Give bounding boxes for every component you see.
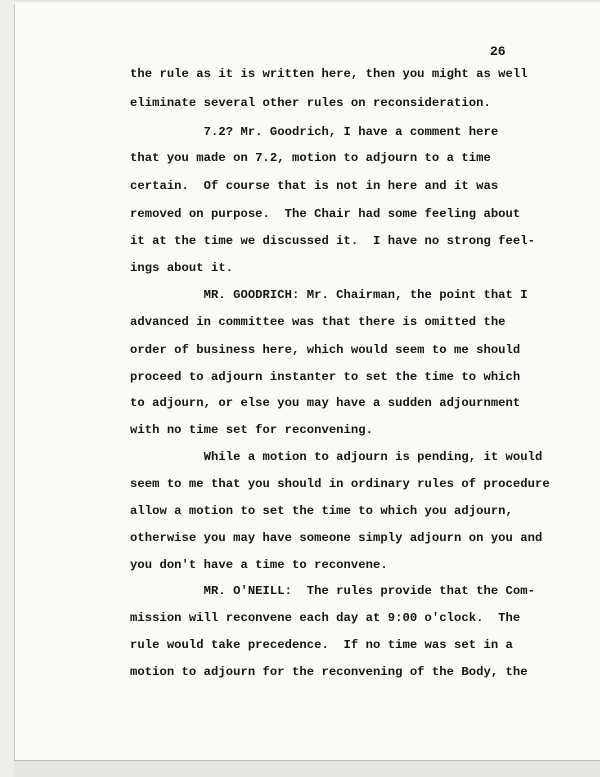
text-line-15: While a motion to adjourn is pending, it would [130, 450, 543, 464]
text-line-20: MR. O'NEILL: The rules provide that the Com- [130, 584, 536, 598]
text-line-6: removed on purpose. The Chair had some feeling about [130, 207, 521, 221]
text-line-14: with no time set for reconvening. [130, 423, 374, 437]
text-line-9: MR. GOODRICH: Mr. Chairman, the point that I [130, 288, 528, 302]
text-line-12: proceed to adjourn instanter to set the time to which [130, 370, 521, 384]
text-line-19: you don't have a time to reconvene. [130, 558, 388, 572]
text-line-21: mission will reconvene each day at 9:00 o'clock. The [130, 611, 521, 625]
text-line-10: advanced in committee was that there is omitted the [130, 315, 506, 329]
page-bottom-edge [14, 760, 600, 777]
page-number: 26 [490, 44, 506, 59]
page-top-edge [14, 0, 600, 4]
text-line-8: ings about it. [130, 261, 234, 275]
text-line-11: order of business here, which would seem to me should [130, 343, 521, 357]
text-line-22: rule would take precedence. If no time was set in a [130, 638, 513, 652]
text-line-2: eliminate several other rules on reconsideration. [130, 96, 491, 110]
text-line-4: that you made on 7.2, motion to adjourn to a time [130, 151, 491, 165]
text-line-3: 7.2? Mr. Goodrich, I have a comment here [130, 125, 499, 139]
text-line-16: seem to me that you should in ordinary rules of procedure [130, 477, 550, 491]
text-line-5: certain. Of course that is not in here and it was [130, 179, 499, 193]
text-line-18: otherwise you may have someone simply adjourn on you and [130, 531, 543, 545]
text-line-1: the rule as it is written here, then you might as well [130, 67, 528, 81]
text-line-23: motion to adjourn for the reconvening of the Body, the [130, 665, 528, 679]
text-line-13: to adjourn, or else you may have a sudden adjournment [130, 396, 521, 410]
text-line-17: allow a motion to set the time to which you adjourn, [130, 504, 513, 518]
text-line-7: it at the time we discussed it. I have no strong feel- [130, 234, 536, 248]
